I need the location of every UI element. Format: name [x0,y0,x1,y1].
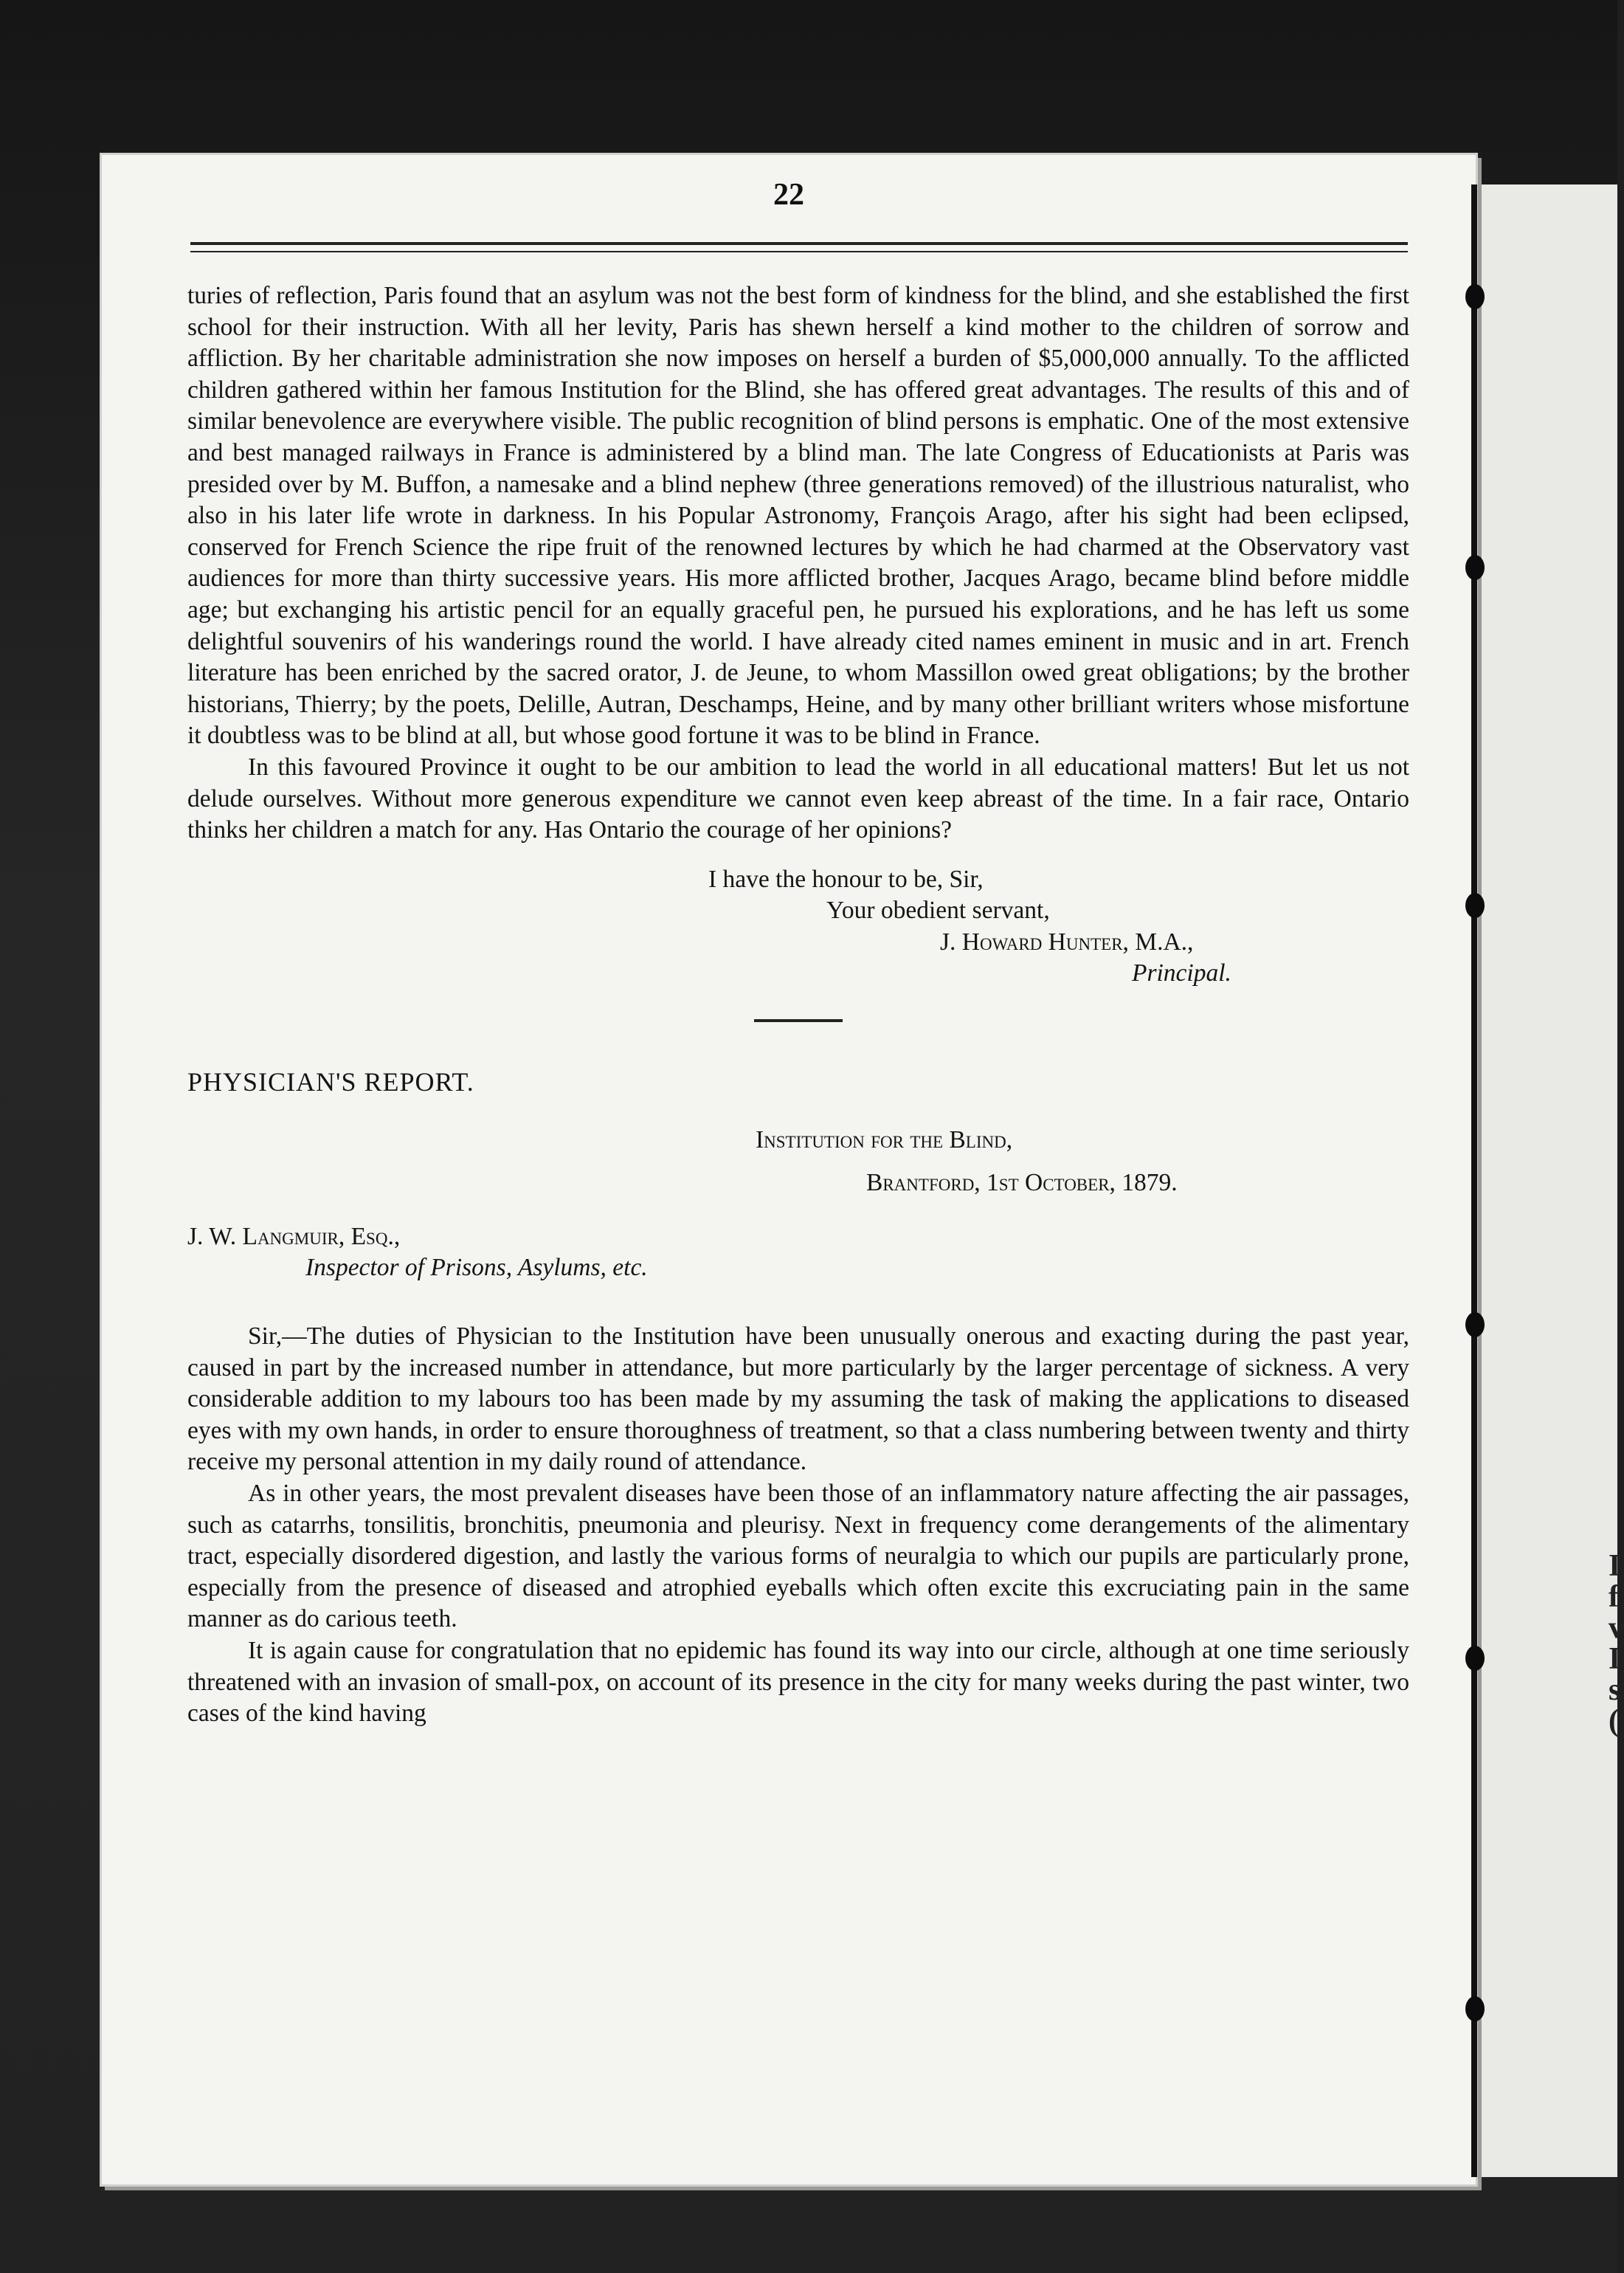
section-divider [754,1019,843,1022]
header-rule-thick [190,242,1408,245]
document-page [102,155,1476,2184]
header-rule-thin [190,251,1408,252]
page-body [187,280,1409,1730]
facing-page-fragment: I [1609,1549,1621,1583]
page-number: 22 [773,178,804,212]
binding-knot [1465,284,1485,309]
report-paragraph: As in other years, the most prevalent diseases have been those of an inflammatory nature affecting the air passages, such as catarrhs, tonsilitis, bronchitis, pneumonia and pleurisy. Next in frequency come derangements of the alimentary tract, especially disordered digestion, and lastly the various forms of neuralgia to which our pupils are particularly prone, especially from the presence of diseased and atrophied eyeballs which often excite this excruciating pain in the same manner as do carious teeth. [187,1480,1409,1633]
addressee-name: J. W. Langmuir, Esq., [187,1222,401,1250]
addressee-title: Inspector of Prisons, Asylums, etc. [305,1254,648,1282]
binding-thread [1471,184,1477,2177]
binding-knot [1465,1996,1485,2021]
servant-line: Your obedient servant, [826,897,1050,925]
facing-page-fragment: f [1609,1580,1619,1614]
facing-page-fragment: s [1609,1673,1621,1707]
report-heading: PHYSICIAN'S REPORT. [187,1067,474,1097]
letter-closing [187,864,1409,990]
institution-line: Institution for the Blind, [756,1125,1013,1153]
binding-knot [1465,1646,1485,1671]
letter-paragraph: In this favoured Province it ought to be our ambition to lead the world in all educational matters! But let us not delude ourselves. Without more generous expenditure we cannot even keep abreast of the time. In a fair race, Ontario thinks her children a match for any. Has Ontario the courage of her opinions? [187,753,1409,844]
closing-line: I have the honour to be, Sir, [708,865,984,893]
letter-paragraph: turies of reflection, Paris found that an asylum was not the best form of kindness for the blind, and she established the first school for their instruction. With all her levity, Paris has shewn herself a kind mother to the children of sorrow and affliction. By her charitable administration she now imposes on herself a burden of $5,000,000 annually. To the afflicted children gathered within her famous Institution for the Blind, she has offered great advantages. The results of this and of similar benevolence are everywhere visible. The public recognition of blind persons is emphatic. One of the most extensive and best managed railways in France is administered by a blind man. The late Congress of Educationists at Paris was presided over by M. Buffon, a namesake and a blind nephew (three generations removed) of the illustrious naturalist, who also in his later life wrote in darkness. In his Popular Astronomy, François Arago, after his sight had been eclipsed, conserved for French Science the ripe fruit of the renowned lectures by which he had charmed at the Observatory vast audiences for more than thirty successive years. His more afflicted brother, Jacques Arago, became blind before middle age; but exchanging his artistic pencil for an equally graceful pen, he pursued his explorations, and he has left us some delightful souvenirs of his wanderings round the world. I have already cited names eminent in music and in art. French literature has been enriched by the sacred orator, J. de Jeune, to whom Massillon owed great obligations; by the brother historians, Thierry; by the poets, Delille, Autran, Deschamps, Heine, and by many other brilliant writers whose misfortune it doubtless was to be blind at all, but whose good fortune it was to be blind in France. [187,282,1409,750]
signature-title: Principal. [1132,959,1231,987]
facing-page-edge [1476,184,1617,2177]
facing-page-fragment: I [1609,1642,1621,1676]
addressee-block [187,1221,1409,1284]
binding-knot [1465,1312,1485,1337]
report-paragraph: It is again cause for congratulation that no epidemic has found its way into our circle, although at one time seriously threatened with an invasion of small-pox, on account of its presence in the city for many weeks during the past winter, two cases of the kind having [187,1636,1409,1728]
report-paragraph: Sir,—The duties of Physician to the Institution have been unusually onerous and exacting during the past year, caused in part by the increased number in attendance, but more particularly by the larger percentage of sickness. A very considerable addition to my labours too has been made by my assuming the task of making the applications to diseased eyes with my own hands, in order to ensure thoroughness of treatment, so that a class numbering between twenty and thirty receive my personal attention in my daily round of attendance. [187,1322,1409,1476]
facing-page-fragment: ( [1609,1704,1619,1738]
facing-page-fragment: v [1609,1611,1624,1645]
report-dateline [187,1125,1409,1199]
binding-knot [1465,555,1485,580]
signature: J. Howard Hunter, M.A., [940,928,1194,956]
binding-knot [1465,893,1485,918]
place-date-line: Brantford, 1st October, 1879. [866,1169,1178,1197]
